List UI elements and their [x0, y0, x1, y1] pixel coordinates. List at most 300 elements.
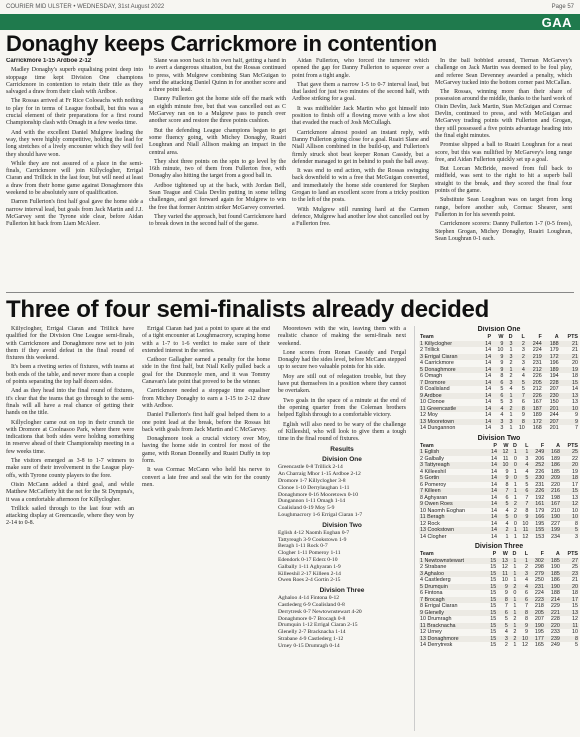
- table-header-cell: Team: [420, 551, 434, 557]
- stat-cell: 14: [480, 380, 492, 387]
- team-name-cell: 3 Tattyreagh: [419, 462, 486, 469]
- stat-cell: 207: [549, 386, 559, 392]
- results-div1-list: [278, 464, 406, 518]
- stat-cell: 244: [549, 412, 559, 418]
- article2-para: Carrickmore needed a stoppage time equaliser from Michey Donaghy to earn a 1-15 to 2-12 draw with Ardboe.: [142, 388, 270, 409]
- team-name-cell: 10 Clonoe: [420, 399, 445, 405]
- stat-cell: 12: [501, 564, 508, 570]
- stat-cell: 9: [504, 590, 508, 596]
- stat-cell: 10: [572, 507, 578, 514]
- stat-cell: 8: [514, 406, 526, 413]
- table-header-cell: PTS: [567, 334, 578, 340]
- stat-cell: 3: [504, 354, 513, 361]
- stat-cell: 188: [550, 590, 560, 596]
- table-header-cell: PTS: [567, 551, 578, 557]
- stat-cell: 0: [509, 475, 517, 482]
- result-line: Killeeshil 2-17 Killeen 2-14: [278, 570, 341, 577]
- stat-cell: 14: [490, 494, 497, 501]
- stat-cell: 11: [497, 571, 509, 578]
- table-header-cell: A: [556, 442, 560, 449]
- article1-para: The Rossas arrived at Fr Rice Coloeachs with nothing to play for in terms of League football, but this was a crucial element of their preparations for a first round Championship clash with Omagh in a few weeks time.: [6, 98, 143, 127]
- stat-cell: 15: [486, 636, 498, 643]
- stat-cell: 2: [504, 406, 513, 413]
- stat-cell: 14: [486, 488, 497, 495]
- team-name-cell: 4 Carrickmore: [420, 360, 454, 366]
- stat-cell: 12: [572, 616, 578, 622]
- article2-para: And as they head into the final round of fixtures, it's clear that the teams that go through to the semi-finals will all have a real chance of getting their hands on the title.: [6, 388, 134, 417]
- stat-cell: 231: [535, 481, 545, 488]
- team-name-cell: 3 Errigal Ciaran: [419, 354, 480, 361]
- table-header-cell: L: [524, 551, 528, 557]
- stat-cell: 8: [505, 481, 509, 488]
- stat-cell: 1: [509, 488, 517, 495]
- result-line: Donaghmore 0-7 Brocagh 0-8: [278, 615, 346, 622]
- stat-cell: 1: [513, 577, 517, 583]
- stat-cell: 1: [509, 412, 513, 418]
- stat-cell: 15: [486, 610, 498, 617]
- stat-cell: 7: [514, 393, 526, 400]
- stat-cell: 9: [497, 584, 509, 591]
- match-score-line: Carrickmore 1-15 Ardboe 2-12: [6, 58, 92, 64]
- table-header-cell: A: [554, 334, 559, 340]
- team-name-cell: 2 Strabane: [420, 564, 447, 570]
- stat-cell: 1: [513, 533, 517, 540]
- stat-cell: 13: [572, 399, 578, 405]
- team-name-cell: 14 Derrytresk: [420, 642, 453, 648]
- stat-cell: 10: [501, 577, 508, 583]
- team-name-cell: 14 Clogher: [420, 533, 447, 540]
- stat-cell: 9: [492, 341, 504, 348]
- article1-body: [6, 58, 574, 288]
- stat-cell: 187: [526, 406, 543, 413]
- team-name-cell: 11 Greencastle: [419, 406, 480, 413]
- table-header-cell: W: [498, 334, 504, 340]
- stat-cell: 5: [525, 481, 529, 488]
- team-name-cell: 10 Naomh Eoghan: [420, 507, 465, 514]
- div3-table-title: Division Three: [474, 543, 524, 550]
- stat-cell: 168: [532, 425, 542, 431]
- table-header-cell: W: [503, 442, 509, 449]
- stat-cell: 161: [529, 501, 545, 508]
- article2-para: Two goals in the space of a minute at the end of the opening quarter from the Coleman brothers helped Eglish through to a comfortable victory.: [278, 397, 406, 419]
- article1-para: While they are not assured of a place in the semi-finals, Carrickmore will join Killyclogher, Errigal Ciaran and Trillick in the last four, but will need at least a draw from their home game against Donaghmore this weekend to be absolutely sure of qualification.: [6, 160, 143, 197]
- article2-para: It was Cormac McCann who held his nerve to convert a late free and seal the win for the county men.: [142, 467, 270, 488]
- stat-cell: 4: [524, 577, 528, 583]
- stat-cell: 194: [549, 373, 559, 379]
- stat-cell: 201: [543, 406, 560, 413]
- stat-cell: 4: [521, 373, 525, 379]
- section-divider: [6, 292, 574, 293]
- stat-cell: 11: [561, 623, 579, 630]
- stat-cell: 8: [517, 610, 529, 617]
- stat-cell: 8: [525, 507, 529, 514]
- stat-cell: 22: [572, 455, 578, 462]
- stat-cell: 1: [509, 610, 518, 617]
- stat-cell: 14: [485, 412, 492, 418]
- stat-cell: 150: [549, 399, 559, 405]
- stat-cell: 249: [529, 449, 545, 456]
- stat-cell: 15: [490, 577, 497, 583]
- article1-para: That gave them a narrow 1-5 to 0-7 interval lead, but that lasted for just two minutes of the second half, with Ardboe striking for a goal.: [292, 81, 429, 103]
- stat-cell: 14: [572, 386, 578, 392]
- article1-para: Substitute Sean Loughran was on target from long range, before another sub, Cormac Shearer, sent Fullerton in for his seventh point.: [435, 197, 572, 218]
- stat-cell: 14: [485, 386, 492, 392]
- article2-para: Moy are still out of relegation trouble, but they have put themselves in a position where they cannot be overtaken.: [278, 373, 406, 395]
- stat-cell: 10: [561, 514, 579, 521]
- stat-cell: 185: [545, 571, 561, 578]
- article1-para: Aidan Fullerton, who forced the turnover which opened the gap for Danny Fullerton to squeeze over a point from a tight angle.: [292, 58, 429, 79]
- stat-cell: 2: [509, 501, 517, 508]
- stat-cell: 3: [521, 360, 525, 366]
- stat-cell: 5: [575, 642, 578, 648]
- stat-cell: 279: [529, 571, 545, 578]
- team-name-cell: 7 Killeen: [419, 488, 486, 495]
- stat-cell: 9: [518, 514, 529, 521]
- stat-cell: 8: [514, 419, 526, 426]
- stat-cell: 227: [551, 520, 560, 527]
- article2-para: Eglish will also need to be wary of the challenge of Killeeshil, who will look to give them a tough time in the final round of fixtures.: [278, 421, 406, 443]
- stat-cell: 3: [525, 455, 529, 462]
- stat-cell: 219: [526, 354, 543, 361]
- stat-cell: 25: [572, 564, 578, 570]
- stat-cell: 1: [509, 558, 518, 565]
- table-header-cell: W: [502, 551, 508, 557]
- result-line: Castlederg 6-9 Coalisland 0-8: [278, 602, 345, 608]
- stat-cell: 9: [492, 367, 504, 374]
- table-header-cell: Team: [420, 442, 434, 449]
- stat-cell: 14: [480, 419, 492, 426]
- stat-cell: 302: [529, 558, 545, 565]
- stat-cell: 3: [497, 636, 509, 643]
- stat-cell: 1: [513, 603, 517, 609]
- stat-cell: 185: [545, 558, 561, 565]
- team-name-cell: 1 Eglish: [419, 449, 486, 456]
- article1-para: Madley Donaghy's superb equalising point deep into stoppage time kept Division One champions Carrickmore in contention to retain their title as they salvaged a draw from their clash with Ardboe.: [6, 67, 143, 96]
- result-line: Edendork 0-17 Ederz 0-10: [278, 557, 338, 564]
- stat-cell: 221: [545, 610, 561, 617]
- article2-col3: [278, 326, 406, 731]
- stat-cell: 7: [525, 494, 529, 501]
- stat-cell: 3: [504, 380, 513, 387]
- result-line: Beragh 1-11 Rock 0-7: [278, 543, 328, 550]
- masthead-bar: [0, 0, 580, 15]
- team-name-cell: 4 Castlederg: [420, 577, 451, 583]
- stat-cell: 6: [492, 380, 504, 387]
- stat-cell: 5: [518, 475, 529, 482]
- stat-cell: 15: [486, 571, 498, 578]
- stat-cell: 2: [514, 341, 526, 348]
- stat-cell: 5: [521, 386, 525, 392]
- article1-para: In the ball bobbled around, Tiernan McGarvey's challenge on Jack Martin was deemed to be foul play, and referee Sean Devenney awarded a penalty, which McGarvey tucked into the bottom corner past McCallan.: [435, 58, 572, 86]
- result-line: Clonoe 1-10 Derrylaughan 1-11: [278, 484, 350, 491]
- stat-cell: 7: [524, 603, 528, 609]
- stat-cell: 21: [560, 341, 579, 348]
- result-line: Tattyreagh 3-9 Cookstown 1-9: [278, 536, 347, 543]
- div1-table-title: Division One: [477, 326, 521, 333]
- article2-para: Killyclogher, Errigal Ciaran and Trillick have qualified for the Division One League semi-finals, with Carrickmore and Donaghmore now set to join them if they avoid defeat in the final round of fixtures this weekend.: [6, 326, 134, 362]
- stat-cell: 1: [509, 449, 517, 456]
- result-line: Dromore 1-7 Killyclogher 3-8: [278, 478, 346, 485]
- stat-cell: 3: [521, 347, 525, 353]
- stat-cell: 190: [545, 514, 561, 521]
- stat-cell: 231: [532, 360, 542, 366]
- results-div1-heading: Division One: [322, 456, 362, 464]
- stat-cell: 8: [524, 616, 528, 622]
- stat-cell: 229: [550, 603, 560, 609]
- stat-cell: 21: [572, 577, 578, 583]
- article2-para: Killyclogher came out on top in their crunch tie with Dromore at Coolnasoo Park, where there were indications that both sides were holding something in reserve ahead of their Championship meeting in a few weeks time.: [6, 419, 134, 455]
- team-name-cell: 14 Dungannon: [420, 425, 456, 431]
- stat-cell: 20: [572, 360, 578, 366]
- stat-cell: 9: [498, 475, 509, 482]
- article2-para: Daniel Fullerton's first half goal helped them to a one point lead at the break, before the Rossas hit back with goals from Jack Martin and C McGarvey.: [142, 412, 270, 433]
- stat-cell: 1: [505, 533, 509, 540]
- stat-cell: 2: [504, 642, 508, 648]
- stat-cell: 168: [545, 449, 561, 456]
- team-name-cell: 1 Newtownstewart: [419, 558, 486, 565]
- stat-cell: 6: [497, 610, 509, 617]
- stat-cell: 10: [560, 406, 579, 413]
- stat-cell: 5: [514, 380, 526, 387]
- result-line: Loughmacrory 1-6 Errigal Ciaran 1-7: [278, 512, 363, 519]
- team-name-cell: 5 Gortin: [419, 475, 486, 482]
- stat-cell: 2: [498, 527, 509, 534]
- article1-para: With Mulgrew still running hard at the Carmen defence, Mulgrew had another low shot cancelled out by a Fullerton free.: [292, 206, 429, 228]
- stat-cell: 228: [543, 380, 560, 387]
- stat-cell: 14: [486, 501, 497, 508]
- stat-cell: 14: [480, 367, 492, 374]
- stat-cell: 12: [522, 533, 529, 540]
- result-line: Galbally 1-11 Aghyaran 1-9: [278, 563, 341, 570]
- results-div3-list: [278, 595, 406, 649]
- stat-cell: 15: [486, 623, 498, 630]
- stat-cell: 4: [504, 629, 508, 635]
- stat-cell: 233: [550, 629, 560, 635]
- stat-cell: 195: [535, 520, 545, 527]
- stat-cell: 3: [517, 571, 529, 578]
- stat-cell: 12: [498, 449, 509, 456]
- div1-table: [419, 334, 579, 432]
- stat-cell: 8: [561, 636, 579, 643]
- result-line: Derrytresk 0-7 Newtownstewart 4-20: [278, 608, 362, 615]
- stat-cell: 19: [560, 367, 579, 374]
- table-header-cell: F: [540, 442, 545, 449]
- stat-cell: 21: [560, 354, 579, 361]
- league-tables: [414, 326, 579, 731]
- stat-cell: 14: [480, 393, 492, 400]
- stat-cell: 18: [572, 590, 578, 596]
- stat-cell: 21: [572, 347, 578, 353]
- stat-cell: 8: [500, 373, 504, 379]
- stat-cell: 5: [500, 386, 504, 392]
- table-header-cell: D: [513, 442, 517, 449]
- stat-cell: 220: [545, 623, 561, 630]
- table-header-cell: D: [508, 334, 513, 340]
- stat-cell: 210: [551, 507, 560, 514]
- result-line: Glenelly 2-7 Bracknacha 1-14: [278, 629, 346, 636]
- result-line: Owen Roes 2-4 Gortin 2-15: [278, 577, 341, 584]
- team-name-cell: 5 Donaghmore: [419, 367, 480, 374]
- team-name-cell: 12 Rock: [420, 520, 440, 527]
- result-line: An Charraig Mhor 1-15 Ardboe 2-12: [278, 471, 361, 478]
- team-name-cell: 8 Aghyaran: [420, 494, 448, 501]
- masthead-meta: COURIER MID ULSTER • WEDNESDAY, 31st August 2022: [6, 4, 165, 10]
- stat-cell: 13: [572, 494, 578, 501]
- stat-cell: 172: [526, 419, 543, 426]
- stat-cell: 12: [521, 642, 528, 648]
- stat-cell: 2: [524, 564, 528, 570]
- stat-cell: 166: [529, 514, 545, 521]
- stat-cell: 179: [549, 347, 559, 353]
- table-row: [419, 425, 579, 432]
- stat-cell: 189: [532, 412, 542, 418]
- stat-cell: 0: [509, 462, 517, 469]
- stat-cell: 8: [497, 597, 509, 604]
- article1-para: They shot three points on the spin to go level by the 16th minute, two of them from Fullerton free, with Donaghy also hitting the target from a good ball in.: [149, 158, 286, 180]
- stat-cell: 186: [550, 577, 560, 583]
- stat-cell: 190: [545, 584, 561, 591]
- article1-para: Darren Fullerton's first half goal gave the home side a narrow interval lead, but goals from Jack Martin and J.J. McGarvey sent the Tyrone side clear, before Aidan Fullerton hit back from Liam McAleer.: [6, 199, 143, 228]
- team-name-cell: 7 Brocagh: [419, 597, 486, 604]
- article1-col3: [292, 58, 429, 288]
- result-line: Urney 0-15 Drumragh 0-14: [278, 642, 340, 649]
- stat-cell: 7: [575, 425, 578, 431]
- stat-cell: 8: [575, 520, 578, 527]
- team-name-cell: 6 Pomeroy: [420, 481, 447, 488]
- article2-col2: [142, 326, 270, 731]
- table-header-cell: F: [540, 551, 544, 557]
- table-row: [419, 534, 579, 541]
- stat-cell: 167: [545, 501, 561, 508]
- table-header-cell: PTS: [567, 442, 578, 449]
- stat-cell: 7: [518, 501, 529, 508]
- stat-cell: 220: [551, 481, 560, 488]
- stat-cell: 18: [572, 373, 578, 379]
- result-line: Clogher 1-11 Pomeroy 1-11: [278, 550, 341, 557]
- article1-para: Carrickmore almost posted an instant reply, with Danny Fullerton going close for a goal. Ruairi Slane and Niall Allison combined in the build-up, and Fullerton's firmly struck shot beat keeper Ronan Cassidy, but a defender managed to get in behind to push the ball away.: [292, 129, 429, 165]
- stat-cell: 230: [529, 475, 545, 482]
- stat-cell: 15: [490, 642, 497, 648]
- article1-para: The Rossas, winning more than their share of possession around the middle, thanks to the hard work of Oisin Devlin, Jack Martin, Stan McGuigan and Cormac Devlin, continued to press, and with McGuigan and McGarvey trading points with Fullerton and Grogan, they still possessed a five points advantage heading into the final eight minutes.: [435, 89, 572, 139]
- stat-cell: 244: [526, 341, 543, 348]
- stat-cell: 13: [497, 558, 509, 565]
- stat-cell: 226: [535, 468, 545, 475]
- team-name-cell: 3 Aghaloo: [419, 571, 486, 578]
- table-header-cell: A: [555, 551, 560, 557]
- stat-cell: 5: [500, 399, 504, 405]
- stat-cell: 185: [551, 468, 560, 475]
- article1-para: But Lorcan McBride, moved from full back to midfield, was sent to the right to hit a superb ball straight to the break, and they scored the final four points of the game.: [435, 166, 572, 195]
- stat-cell: 226: [526, 393, 543, 400]
- article1-para: Promise slipped a ball to Ruairi Loughran for a neat score, but this was nullified by McGarvey's long range free, and Aidan Fullerton quickly set up a goal.: [435, 142, 572, 163]
- stat-cell: 198: [551, 494, 560, 501]
- stat-cell: 2: [509, 360, 513, 366]
- article2-para: Oisin McCann added a third goal, and while Matthew McCafferty hit the net for the St Dympna's, it was a comfortable afternoon for Killyclogher.: [6, 481, 134, 503]
- stat-cell: 13: [561, 610, 579, 617]
- stat-cell: 25: [561, 449, 579, 456]
- stat-cell: 14: [490, 455, 497, 462]
- table-row: [419, 642, 579, 649]
- article1-para: Ardboe tightened up at the back, with Jordan Bell, Sean Teague and Ciala Devlin putting in some telling challenges, and got forward again for Mulgrew to win the free that former Antrim striker McGarvey converted.: [149, 182, 286, 211]
- stat-cell: 3: [500, 425, 504, 431]
- page-number: Page 57: [551, 4, 574, 10]
- table-header-cell: Team: [420, 334, 434, 340]
- stat-cell: 1: [509, 425, 513, 431]
- stat-cell: 224: [534, 590, 544, 596]
- stat-cell: 3: [575, 533, 578, 540]
- article2-body: [6, 326, 406, 731]
- stat-cell: 4: [518, 462, 529, 469]
- result-line: Donaghmore 0-16 Mooretown 0-10: [278, 491, 359, 498]
- stat-cell: 10: [497, 347, 504, 353]
- result-line: Eglish 4-12 Naomh Eoghan 0-7: [278, 529, 350, 536]
- stat-cell: 4: [500, 412, 504, 418]
- stat-cell: 14: [490, 507, 497, 514]
- stat-cell: 3: [504, 419, 513, 426]
- stat-cell: 10: [572, 629, 578, 635]
- stat-cell: 207: [543, 419, 560, 426]
- stat-cell: 14: [490, 520, 497, 527]
- stat-cell: 9: [524, 629, 528, 635]
- results-div2-list: [278, 530, 406, 584]
- stat-cell: 9: [575, 412, 578, 418]
- stat-cell: 1: [513, 494, 517, 501]
- stat-cell: 18: [561, 475, 579, 482]
- stat-cell: 20: [561, 462, 579, 469]
- article2-para: Errigal Ciaran had just a point to spare at the end of a tight encounter at Loughmacrory, scraping home with a 1-7 to 1-6 verdict to make sure of their extended interest in the series.: [142, 326, 270, 354]
- table-header-cell: P: [487, 334, 492, 340]
- team-name-cell: 4 Killeeshil: [420, 468, 446, 475]
- stat-cell: 1: [509, 527, 517, 534]
- article1-para: They varied the approach, but found Carrickmore hard to break down in the second half of the game.: [149, 213, 286, 228]
- stat-cell: 224: [532, 347, 542, 353]
- team-name-cell: 5 Drumquin: [419, 584, 486, 591]
- stat-cell: 15: [486, 597, 498, 604]
- stat-cell: 201: [549, 425, 559, 431]
- stat-cell: 223: [529, 597, 545, 604]
- team-name-cell: 8 Coalisland: [420, 386, 450, 392]
- article1-col1: [6, 58, 143, 288]
- stat-cell: 4: [514, 367, 526, 374]
- stat-cell: 189: [543, 367, 560, 374]
- team-name-cell: 2 Trillick: [420, 347, 440, 353]
- stat-cell: 228: [550, 616, 560, 622]
- stat-cell: 14: [485, 399, 492, 405]
- section-band: [0, 14, 580, 30]
- stat-cell: 2: [509, 636, 518, 643]
- team-name-cell: 7 Dromore: [419, 380, 480, 387]
- stat-cell: 172: [543, 354, 560, 361]
- stat-cell: 15: [486, 558, 498, 565]
- stat-cell: 199: [545, 527, 561, 534]
- stat-cell: 2: [514, 354, 526, 361]
- stat-cell: 6: [517, 597, 529, 604]
- article1-para: And with the excellent Daniel Mulgrew leading the way, they were highly competitive, holding the lead for long stretches of a lively encounter which they will feel they should have won.: [6, 129, 143, 158]
- stat-cell: 15: [490, 629, 497, 635]
- team-name-cell: 2 Galbally: [420, 455, 444, 462]
- stat-cell: 6: [524, 590, 528, 596]
- stat-cell: 23: [561, 571, 579, 578]
- stat-cell: 14: [490, 533, 497, 540]
- stat-cell: 5: [504, 616, 508, 622]
- stat-cell: 4: [525, 468, 529, 475]
- stat-cell: 14: [485, 373, 492, 379]
- stat-cell: 1: [513, 481, 517, 488]
- stat-cell: 226: [529, 488, 545, 495]
- stat-cell: 0: [509, 514, 517, 521]
- team-name-cell: 9 Glenelly: [419, 610, 486, 617]
- stat-cell: 10: [522, 520, 529, 527]
